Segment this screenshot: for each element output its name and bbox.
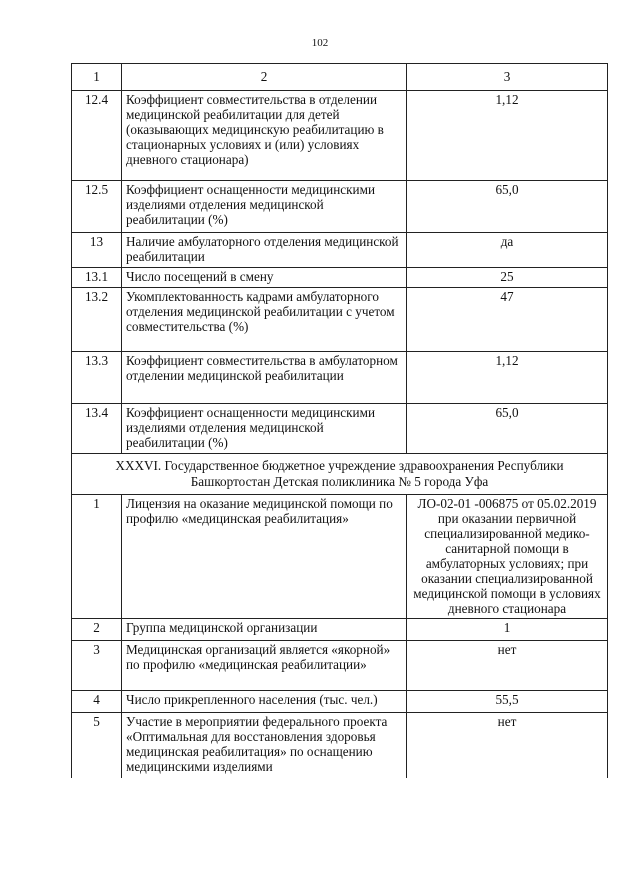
table-row	[72, 181, 608, 233]
page-number: 102	[311, 37, 329, 49]
row-value: ЛО-02-01 -006875 от 05.02.2019 при оказании первичной специализированной медико-санитарной помощи в амбулаторных условиях; при оказании специализированной медицинской помощи в условиях дневного стационара	[407, 495, 608, 619]
section-title: XXXVI. Государственное бюджетное учреждение здравоохранения Республики Башкортостан Детская поликлиника № 5 города Уфа	[72, 454, 608, 495]
row-number: 12.5	[72, 181, 122, 233]
row-number: 3	[72, 641, 122, 691]
row-value: нет	[407, 713, 608, 779]
header-col-2: 2	[122, 64, 407, 91]
row-description: Коэффициент оснащенности медицинскими изделиями отделения медицинской реабилитации (%)	[122, 404, 407, 454]
row-value: да	[407, 233, 608, 268]
row-number: 5	[72, 713, 122, 779]
row-description: Группа медицинской организации	[122, 619, 407, 641]
header-col-1: 1	[72, 64, 122, 91]
indicators-table	[71, 63, 608, 778]
table-row	[72, 619, 608, 641]
row-description: Число прикрепленного населения (тыс. чел.)	[122, 691, 407, 713]
row-value: 1,12	[407, 352, 608, 404]
row-value: 25	[407, 268, 608, 288]
table-row	[72, 404, 608, 454]
row-description: Коэффициент совместительства в отделении медицинской реабилитации для детей (оказывающих медицинскую реабилитацию в стационарных условиях и (или) условиях дневного стационара)	[122, 91, 407, 181]
row-description: Участие в мероприятии федерального проекта «Оптимальная для восстановления здоровья медицинская реабилитация» по оснащению медицинскими изделиями	[122, 713, 407, 779]
table-row	[72, 91, 608, 181]
table-row	[72, 641, 608, 691]
row-value: 65,0	[407, 404, 608, 454]
row-description: Укомплектованность кадрами амбулаторного отделения медицинской реабилитации с учетом совместительства (%)	[122, 288, 407, 352]
table-row	[72, 288, 608, 352]
row-description: Лицензия на оказание медицинской помощи по профилю «медицинская реабилитация»	[122, 495, 407, 619]
row-value: 47	[407, 288, 608, 352]
row-number: 4	[72, 691, 122, 713]
row-value: 1	[407, 619, 608, 641]
row-number: 13	[72, 233, 122, 268]
row-value: 65,0	[407, 181, 608, 233]
row-description: Число посещений в смену	[122, 268, 407, 288]
row-description: Коэффициент оснащенности медицинскими изделиями отделения медицинской реабилитации (%)	[122, 181, 407, 233]
row-number: 13.3	[72, 352, 122, 404]
row-number: 2	[72, 619, 122, 641]
row-description: Медицинская организаций является «якорной» по профилю «медицинская реабилитации»	[122, 641, 407, 691]
table-row	[72, 691, 608, 713]
row-description: Наличие амбулаторного отделения медицинской реабилитации	[122, 233, 407, 268]
row-number: 13.2	[72, 288, 122, 352]
row-value: 55,5	[407, 691, 608, 713]
row-number: 12.4	[72, 91, 122, 181]
row-value: нет	[407, 641, 608, 691]
row-number: 13.1	[72, 268, 122, 288]
row-value: 1,12	[407, 91, 608, 181]
table-row	[72, 713, 608, 779]
row-number: 1	[72, 495, 122, 619]
table-row	[72, 352, 608, 404]
table-row	[72, 268, 608, 288]
row-number: 13.4	[72, 404, 122, 454]
table-row	[72, 233, 608, 268]
table-row	[72, 495, 608, 619]
table-header-row	[72, 64, 608, 91]
row-description: Коэффициент совместительства в амбулаторном отделении медицинской реабилитации	[122, 352, 407, 404]
header-col-3: 3	[407, 64, 608, 91]
section-title-row	[72, 454, 608, 495]
